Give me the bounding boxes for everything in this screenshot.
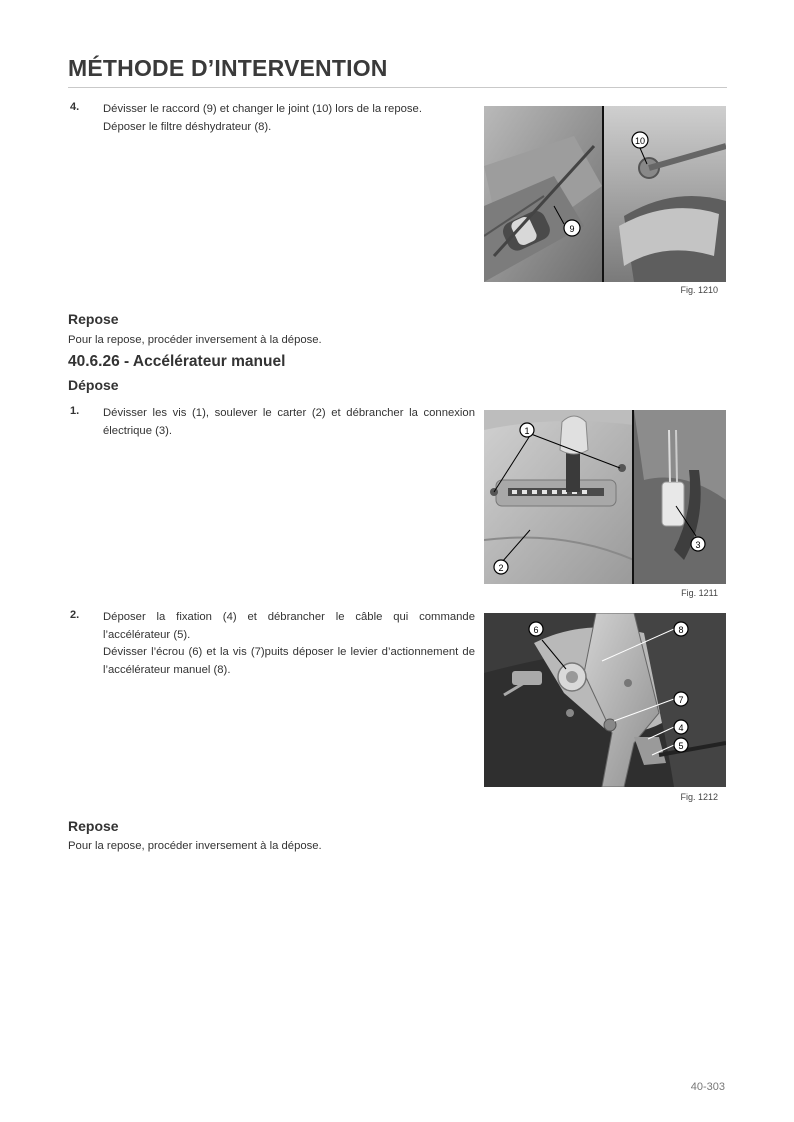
- callout-3: 3: [695, 540, 701, 550]
- callout-6: 6: [533, 625, 539, 635]
- title-divider: [68, 87, 727, 88]
- callout-5: 5: [678, 741, 684, 751]
- step-line: Déposer la fixation (4) et débrancher le câble qui commande l’accélérateur (5).: [103, 611, 475, 641]
- step-number: 1.: [70, 405, 80, 417]
- callout-9: 9: [569, 224, 575, 234]
- repose-text: Pour la repose, procéder inversement à la dépose.: [68, 840, 322, 852]
- callout-8: 8: [678, 625, 684, 635]
- callout-4: 4: [678, 723, 684, 733]
- step-text: [103, 609, 475, 679]
- callout-7: 7: [678, 695, 684, 705]
- repose-heading: Repose: [68, 818, 119, 834]
- step-number: 4.: [70, 101, 80, 113]
- photo-throttle-cover: [484, 410, 726, 584]
- section-heading: 40.6.26 - Accélérateur manuel: [68, 353, 286, 370]
- step-line: Dévisser le raccord (9) et changer le joint (10) lors de la repose.: [103, 103, 422, 115]
- repose-text: Pour la repose, procéder inversement à la dépose.: [68, 334, 322, 346]
- callout-10: 10: [634, 136, 646, 146]
- page-title: MÉTHODE D’INTERVENTION: [68, 55, 388, 81]
- figure-1212: [484, 613, 726, 787]
- depose-heading: Dépose: [68, 377, 119, 393]
- callout-2: 2: [498, 563, 504, 573]
- callout-1: 1: [524, 426, 530, 436]
- photo-dryer-filter: [484, 106, 726, 282]
- step-text: Dévisser les vis (1), soulever le carter (2) et débrancher la connexion électrique (3).: [103, 407, 475, 437]
- figure-caption: Fig. 1211: [681, 588, 718, 598]
- page-number: 40-303: [690, 1081, 725, 1093]
- photo-throttle-lever: [484, 613, 726, 787]
- figure-1210: [484, 106, 726, 282]
- step-number: 2.: [70, 609, 80, 621]
- figure-1211: [484, 410, 726, 584]
- step-text: [103, 101, 475, 136]
- step-line: Dévisser l’écrou (6) et la vis (7)puits déposer le levier d’actionnement de l’accélérateur manuel (8).: [103, 646, 475, 676]
- figure-caption: Fig. 1210: [680, 285, 718, 295]
- step-line: Déposer le filtre déshydrateur (8).: [103, 120, 272, 133]
- figure-caption: Fig. 1212: [680, 792, 718, 802]
- repose-heading: Repose: [68, 311, 119, 327]
